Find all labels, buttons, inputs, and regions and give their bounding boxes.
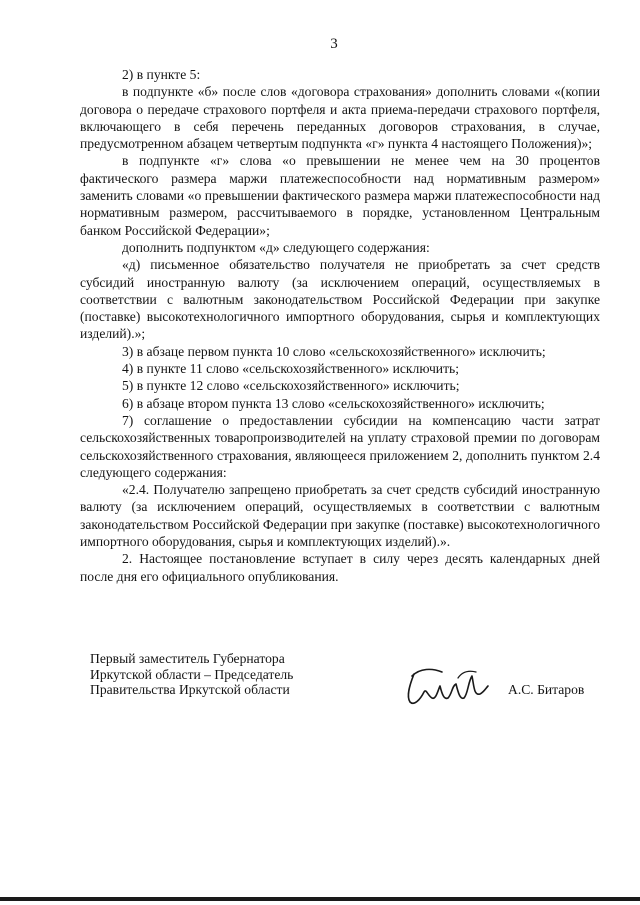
- signer-name: А.С. Битаров: [508, 682, 585, 697]
- signatory-title-line: Первый заместитель Губернатора: [90, 651, 285, 666]
- document-body: [80, 66, 600, 585]
- handwritten-signature: [398, 662, 490, 706]
- signatory-title-line: Иркутской области – Председатель: [90, 666, 294, 682]
- paragraph: 7) соглашение о предоставлении субсидии на компенсацию части затрат сельскохозяйственных товаропроизводителей на уплату страховой премии по договорам сельскохозяйственного страхования, являющееся приложением 2, дополнить пунктом 2.4 следующего содержания:: [80, 412, 600, 480]
- paragraph: 2) в пункте 5:: [122, 67, 201, 82]
- paragraph: 2. Настоящее постановление вступает в силу через десять календарных дней после дня его официального опубликования.: [80, 551, 600, 584]
- page-bottom-rule: [0, 897, 640, 901]
- paragraph: дополнить подпунктом «д» следующего содержания:: [122, 239, 430, 255]
- paragraph: 3) в абзаце первом пункта 10 слово «сельскохозяйственного» исключить;: [122, 343, 546, 359]
- paragraph: «2.4. Получателю запрещено приобретать за счет средств субсидий иностранную валюту (за исключением операций, осуществляемых в соответствии с валютным законодательством Российской Федерации при закупке (поставке) высокотехнологичного импортного оборудования, сырья и комплектующих изделий).».: [80, 482, 600, 550]
- signatory-title: [90, 651, 293, 698]
- paragraph: 5) в пункте 12 слово «сельскохозяйственного» исключить;: [122, 378, 460, 394]
- paragraph: в подпункте «б» после слов «договора страхования» дополнить словами «(копии договора о передаче страхового портфеля и акта приема-передачи страхового портфеля, включающего в себя перечень переданных договоров страхования, в случае, предусмотренном абзацем четвертым подпункта «г» пункта 4 настоящего Положения)»;: [80, 84, 600, 152]
- paragraph: 4) в пункте 11 слово «сельскохозяйственного» исключить;: [122, 361, 459, 377]
- paragraph: «д) письменное обязательство получателя не приобретать за счет средств субсидий иностранную валюту (за исключением операций, осуществляемых в соответствии с валютным законодательством Российской Федерации при закупке (поставке) высокотехнологичного импортного оборудования, сырья и комплектующих изделий).»;: [80, 257, 600, 342]
- page-number: 3: [330, 36, 338, 52]
- signatory-title-line: Правительства Иркутской области: [90, 682, 290, 697]
- paragraph: в подпункте «г» слова «о превышении не менее чем на 30 процентов фактического размера маржи платежеспособности над нормативным размером» заменить словами «о превышении фактического размера маржи платежеспособности над нормативным размером, рассчитываемого в порядке, установленном Центральным банком Российской Федерации»;: [80, 153, 600, 238]
- paragraph: 6) в абзаце втором пункта 13 слово «сельскохозяйственного» исключить;: [122, 395, 545, 411]
